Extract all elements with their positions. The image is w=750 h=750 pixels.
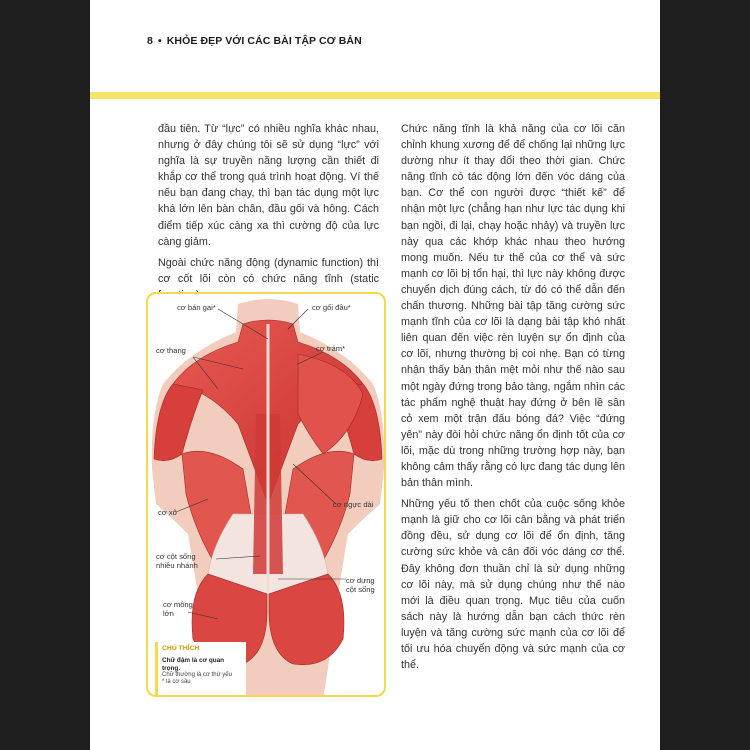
- label-co-ban-gai: cơ bán gai*: [177, 303, 216, 312]
- legend-title: CHÚ THÍCH: [162, 645, 200, 652]
- label-line: nhiều nhánh: [156, 561, 198, 570]
- left-text-column: [158, 121, 379, 308]
- book-page: [90, 0, 660, 750]
- legend-normal-note: Chữ thường là cơ thứ yếu: [162, 672, 232, 678]
- page-number: 8: [147, 35, 153, 47]
- paragraph: đầu tiên. Từ “lực” có nhiều nghĩa khác nhau, nhưng ở đây chúng tôi sẽ sử dụng “lực” với nghĩa là sự truyền năng lượng cần thiết đi khắp cơ thể trong quá trình hoạt động. Ví thế nếu bạn đang chạy, thì bạn tác dụng một lực khá lớn lên bàn chân, đầu gối và hông. Cách điểm tiếp xúc càng xa thì cường độ của lực càng giảm.: [158, 123, 379, 248]
- header-accent-band: [90, 92, 660, 99]
- paragraph: Chức năng tĩnh là khả năng của cơ lõi căn chỉnh khung xương để để chống lại những lực dường như ít thay đổi theo thời gian. Chức năng tĩnh có tác động lớn đến vóc dáng của bạn. Cơ thể con người được “thiết kế” để nhận một lực (chẳng hạn như lực tác dụng khi bạn ngồi, đi lại, chạy hoặc nhảy) và truyền lực này qua các khớp khác nhau theo hướng mong muốn. Nếu tư thế của cơ thể và sức mạnh cơ lõi bị tổn hại, thì lực này không được chuyển dịch đúng cách, từ đó có thể dẫn đến chấn thương. Những bài tập tăng cường sức mạnh tĩnh của cơ lõi là dạng bài tập khó nhất liên quan đến việc rèn luyện sự ổn định của cơ lõi, nhưng thường bị coi nhẹ. Bạn có từng nhận thấy bản thân mệt mỏi như thế nào sau một ngày đứng trong bảo tàng, ngắm nhìn các tác phẩm nghệ thuật hay đứng ở bên lề sân cỏ xem một trận đấu bóng đá? Việc “đứng yên” này đòi hỏi chức năng ổn định tốt của cơ lõi, mặc dù trong những trường hợp này, bạn không cảm thấy rằng có lực đang tác dụng lên bản thân mình.: [401, 123, 625, 490]
- label-line: lớn: [163, 609, 174, 618]
- label-line: cột sống: [346, 585, 375, 594]
- label-line: cơ mông: [163, 600, 193, 609]
- paragraph: Ngoài chức năng động (dynamic function) thì cơ cốt lõi còn có chức năng tĩnh (static: [158, 256, 379, 285]
- right-text-column: [401, 121, 625, 678]
- header-separator: •: [157, 35, 162, 47]
- back-muscles-figure: [146, 292, 386, 697]
- label-co-goi-dau: cơ gối đầu*: [312, 303, 351, 312]
- label-co-mong-lon: [163, 600, 193, 618]
- figure-legend: [155, 642, 246, 696]
- running-title: KHỎE ĐẸP VỚI CÁC BÀI TẬP CƠ BẢN: [166, 35, 362, 47]
- label-co-nguc-dai: cơ ngực dài: [333, 500, 374, 509]
- legend-asterisk-note: * là cơ sâu: [162, 679, 191, 685]
- label-co-xo: cơ xô: [158, 508, 177, 517]
- label-co-thang: cơ thang: [156, 346, 186, 355]
- legend-bold-note: Chữ đậm là cơ quan trọng.: [162, 657, 225, 672]
- label-line: cơ dựng: [346, 576, 375, 585]
- label-co-cot-song: [156, 552, 198, 570]
- label-co-tram: cơ trám*: [316, 344, 346, 353]
- paragraph: Những yếu tố then chốt của cuộc sống khỏe mạnh là giữ cho cơ lõi cân bằng và phát triển đồng đều, sử dụng cơ lõi để ổn định, tăng cường sức khỏe và cân đối vóc dáng cơ thể. Đây không đơn thuần chỉ là sử dụng những cơ lõi này, mà sử dụng chúng như thế nào mới là điều quan trọng. Mục tiêu của cuốn sách này là hướng dẫn bạn cách thức rèn luyện và tăng cường sức mạnh của cơ lõi để tối ưu hóa chuyển động và sức mạnh của cơ thể.: [401, 498, 625, 672]
- running-header: [147, 35, 362, 47]
- label-line: cơ cột sống: [156, 552, 196, 561]
- label-co-dung-cot-song: [346, 576, 375, 594]
